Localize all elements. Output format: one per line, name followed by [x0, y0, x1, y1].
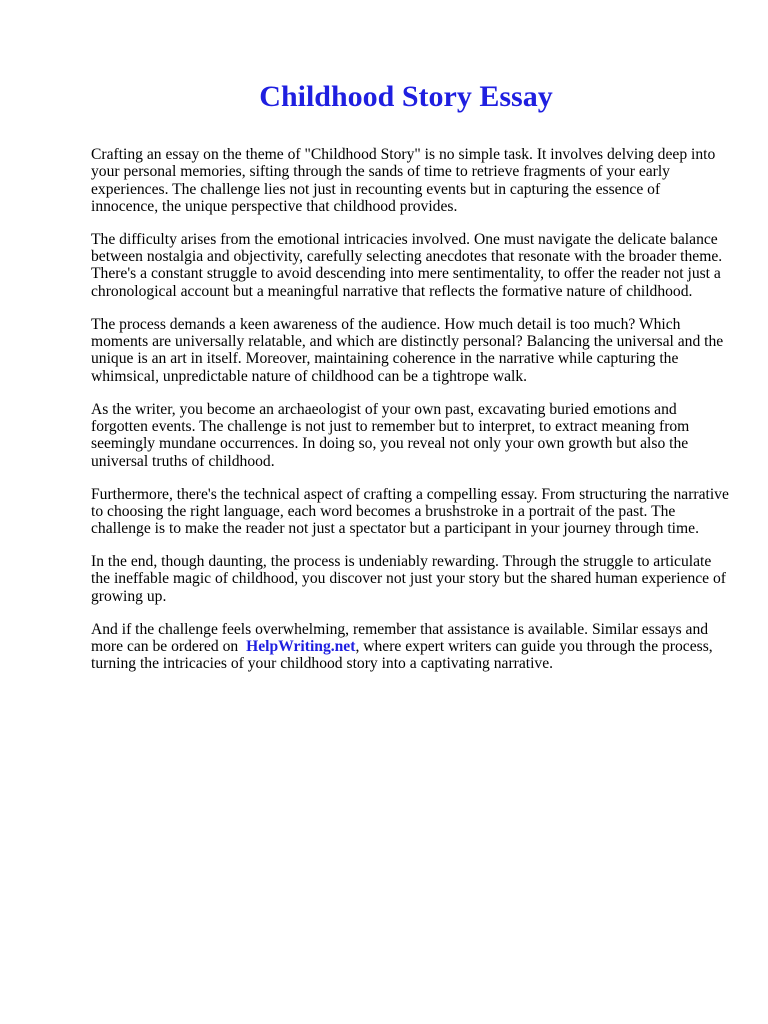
helpwriting-link[interactable]: HelpWriting.net — [246, 637, 356, 655]
paragraph-4: As the writer, you become an archaeologist of your own past, excavating buried emotions and forgotten events. The challenge is not just to remember but to interpret, to extract meaning from seemingly mundane occurrences. In doing so, you reveal not only your own growth but also the universal truths of childhood. — [91, 400, 690, 470]
paragraph-1: Crafting an essay on the theme of "Childhood Story" is no simple task. It involves delving deep into your personal memories, sifting through the sands of time to retrieve fragments of your early experiences. The challenge lies not just in recounting events but in capturing the essence of innocence, the unique perspective that childhood provides. — [91, 146, 716, 215]
document-body — [91, 146, 731, 688]
paragraph-7 — [91, 621, 731, 673]
paragraph-7-text-before-link: And if the challenge feels overwhelming, remember that assistance is available. Similar essays and more can be ordered on — [91, 620, 709, 655]
paragraph-6: In the end, though daunting, the process is undeniably rewarding. Through the struggle to articulate the ineffable magic of childhood, you discover not just your story but the shared human experience of growing up. — [91, 553, 726, 605]
paragraph-7-text-after-link: , where expert writers can guide you through the process, turning the intricacies of your childhood story into a captivating narrative. — [91, 637, 713, 673]
paragraph-5: Furthermore, there's the technical aspect of crafting a compelling essay. From structuring the narrative to choosing the right language, each word becomes a brushstroke in a portrait of the past. The challenge is to make the reader not just a spectator but a participant in your journey through time. — [91, 485, 729, 538]
paragraph-2: The difficulty arises from the emotional intricacies involved. One must navigate the delicate balance between nostalgia and objectivity, carefully selecting anecdotes that resonate with the broader theme. There's a constant struggle to avoid descending into mere sentimentality, to offer the reader not just a chronological account but a meaningful narrative that reflects the formative nature of childhood. — [91, 230, 723, 300]
paragraph-3: The process demands a keen awareness of the audience. How much detail is too much? Which moments are universally relatable, and which are distinctly personal? Balancing the universal and the unique is an art in itself. Moreover, maintaining coherence in the narrative while capturing the whimsical, unpredictable nature of childhood can be a tightrope walk. — [91, 315, 724, 385]
document-title: Childhood Story Essay — [259, 80, 553, 113]
